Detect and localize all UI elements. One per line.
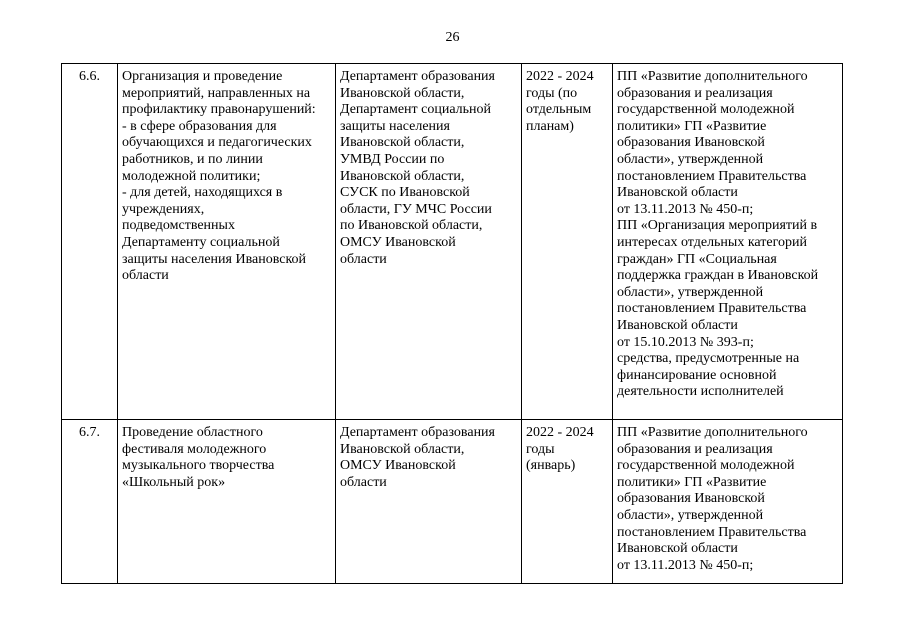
responsible-line: области, ГУ МЧС России [340,201,492,217]
responsible-line: по Ивановской области, [340,218,483,234]
term-line: годы [526,441,555,457]
funding-source-cell [613,420,843,584]
funding-source-line: области», утвержденной [617,151,764,167]
funding-source-line: области», утвержденной [617,284,764,300]
funding-source-line: Ивановской области [617,541,738,557]
funding-source-line: государственной молодежной [617,458,795,474]
term-line: 2022 - 2024 [526,69,594,84]
measure-title-line: учреждениях, [122,201,205,217]
row-number: 6.6. [62,64,118,420]
responsible-line: области [340,251,387,267]
funding-source-line: финансирование основной [617,367,777,383]
measure-title-line: работников, и по линии [122,151,263,167]
measure-title-line: молодежной политики; [122,168,261,184]
responsible-line: ОМСУ Ивановской [340,234,456,250]
measure-title-line: профилактику правонарушений: [122,102,316,118]
funding-source-line: постановлением Правительства [617,524,807,540]
responsible-line: ОМСУ Ивановской [340,458,456,474]
responsible-line: Ивановской области, [340,135,465,151]
measure-title-line: области [122,268,169,284]
funding-source-line: образования Ивановской [617,491,765,507]
funding-source-line: от 13.11.2013 № 450-п; [617,557,754,573]
responsible-line: Департамент социальной [340,102,492,118]
funding-source-line: ПП «Развитие дополнительного [617,425,808,440]
funding-source-line: области», утвержденной [617,507,764,523]
funding-source-line: Ивановской области [617,317,738,333]
measure-title-line: - для детей, находящихся в [122,185,283,201]
table-row [62,64,843,420]
responsible-line: Ивановской области, [340,168,465,184]
funding-source-line: политики» ГП «Развитие [617,118,767,134]
funding-source-line: постановлением Правительства [617,301,807,317]
measure-title-line: Организация и проведение [122,69,283,84]
responsible-line: области [340,474,387,490]
responsible-cell [336,420,522,584]
responsible-line: Департамент образования [340,69,495,84]
row-number: 6.7. [62,420,118,584]
funding-source-line: образования Ивановской [617,135,765,151]
measure-title-line: обучающихся и педагогических [122,135,312,151]
term-line: 2022 - 2024 [526,425,594,440]
funding-source-line: Ивановской области [617,185,738,201]
measures-table [61,63,843,584]
funding-source-line: от 15.10.2013 № 393-п; [617,334,754,350]
funding-source-line: средства, предусмотренные на [617,351,800,367]
funding-source-line: образования и реализация [617,441,773,457]
funding-source-line: образования и реализация [617,85,773,101]
funding-source-line: от 13.11.2013 № 450-п; [617,201,754,217]
measure-title-cell [118,64,336,420]
measure-title-line: Проведение областного [122,425,263,440]
term-line: планам) [526,118,574,134]
responsible-line: Департамент образования [340,425,495,440]
funding-source-line: интересах отдельных категорий [617,234,807,250]
funding-source-line: деятельности исполнителей [617,384,784,400]
funding-source-line: ПП «Развитие дополнительного [617,69,808,84]
responsible-line: СУСК по Ивановской [340,185,470,201]
responsible-line: УМВД России по [340,151,445,167]
funding-source-line: ПП «Организация мероприятий в [617,218,818,234]
term-cell [522,64,613,420]
measure-title-line: музыкального творчества [122,458,275,474]
measure-title-line: Департаменту социальной [122,234,280,250]
measure-title-line: подведомственных [122,218,235,234]
responsible-line: Ивановской области, [340,441,465,457]
measure-title-cell [118,420,336,584]
funding-source-line: политики» ГП «Развитие [617,474,767,490]
term-line: годы (по [526,85,578,101]
funding-source-line: постановлением Правительства [617,168,807,184]
responsible-cell [336,64,522,420]
measure-title-line: фестиваля молодежного [122,441,267,457]
page-number: 26 [445,30,460,45]
funding-source-line: поддержка граждан в Ивановской [617,268,819,284]
measure-title-line: - в сфере образования для [122,118,277,134]
responsible-line: Ивановской области, [340,85,465,101]
term-cell [522,420,613,584]
measure-title-line: мероприятий, направленных на [122,85,311,101]
responsible-line: защиты населения [340,118,450,134]
funding-source-line: государственной молодежной [617,102,795,118]
measure-title-line: защиты населения Ивановской [122,251,307,267]
term-line: (январь) [526,458,576,474]
term-line: отдельным [526,102,592,118]
funding-source-cell [613,64,843,420]
measure-title-line: «Школьный рок» [122,474,226,490]
table-row [62,420,843,584]
funding-source-line: граждан» ГП «Социальная [617,251,777,267]
